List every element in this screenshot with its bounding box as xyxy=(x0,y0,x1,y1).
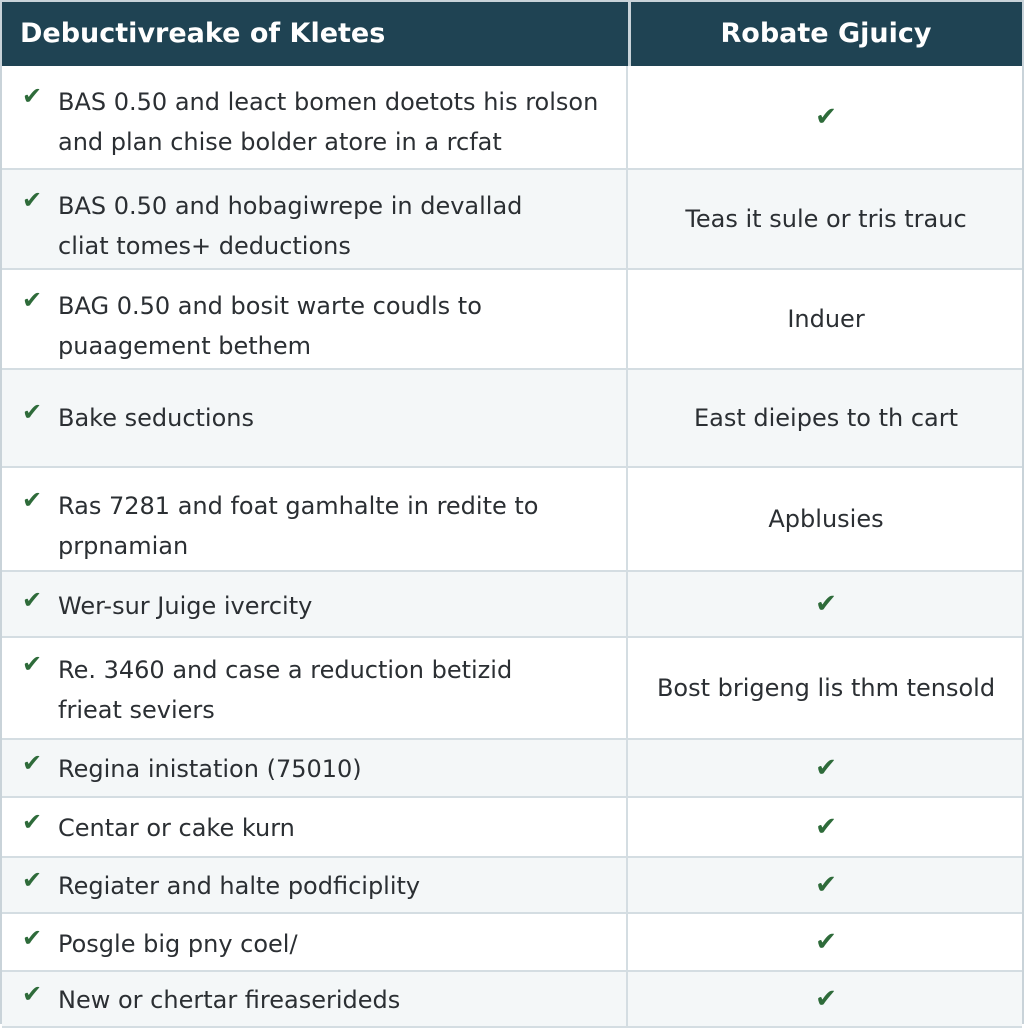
table-row xyxy=(2,370,1022,468)
table-row xyxy=(2,170,1022,270)
row-description xyxy=(58,650,610,730)
table-row xyxy=(2,468,1022,572)
table-row xyxy=(2,798,1022,858)
row-description-line: BAS 0.50 and hobagiwrepe in devallad xyxy=(58,192,523,220)
row-description-cell xyxy=(2,638,628,738)
row-value-cell xyxy=(630,914,1022,970)
row-value-cell xyxy=(630,798,1022,856)
row-description-line: prpnamian xyxy=(58,532,189,560)
checkmark-icon: ✔ xyxy=(815,870,837,900)
table-row xyxy=(2,972,1022,1028)
row-description xyxy=(58,398,610,438)
checkmark-icon: ✔ xyxy=(815,102,837,132)
header-left-title: Debuctivreake of Kletes xyxy=(20,18,386,49)
row-description-line: BAS 0.50 and leact bomen doetots his rolson xyxy=(58,88,599,116)
table-row xyxy=(2,740,1022,798)
table-body xyxy=(2,66,1022,1028)
row-description xyxy=(58,866,610,906)
row-description xyxy=(58,586,610,626)
row-description-line: Centar or cake kurn xyxy=(58,814,295,842)
table-row xyxy=(2,572,1022,638)
row-description-cell xyxy=(2,66,628,168)
row-value-cell xyxy=(630,858,1022,912)
checkmark-icon: ✔ xyxy=(22,398,43,426)
row-description-cell xyxy=(2,370,628,466)
row-description-line: Posgle big pny coel/ xyxy=(58,930,298,958)
row-description-line: Ras 7281 and foat gamhalte in redite to xyxy=(58,492,539,520)
checkmark-icon: ✔ xyxy=(815,589,837,619)
row-description xyxy=(58,186,610,266)
header-right-title: Robate Gjuicy xyxy=(720,18,932,49)
row-value-cell xyxy=(630,270,1022,368)
checkmark-icon: ✔ xyxy=(815,984,837,1014)
row-description xyxy=(58,980,610,1020)
checkmark-icon: ✔ xyxy=(22,586,43,614)
table-row xyxy=(2,914,1022,972)
row-description-cell xyxy=(2,914,628,970)
row-description xyxy=(58,82,610,162)
row-description xyxy=(58,486,610,566)
row-value-cell xyxy=(630,66,1022,168)
row-value-cell xyxy=(630,638,1022,738)
checkmark-icon: ✔ xyxy=(815,812,837,842)
row-description-line: frieat seviers xyxy=(58,696,215,724)
checkmark-icon: ✔ xyxy=(22,808,43,836)
row-description-line: puaagement bethem xyxy=(58,332,312,360)
row-description-line: and plan chise bolder atore in a rcfat xyxy=(58,128,502,156)
checkmark-icon: ✔ xyxy=(22,866,43,894)
table-row xyxy=(2,66,1022,170)
row-description-line: Re. 3460 and case a reduction betizid xyxy=(58,656,513,684)
row-description-line: Bake seductions xyxy=(58,404,254,432)
checkmark-icon: ✔ xyxy=(22,749,43,777)
checkmark-icon: ✔ xyxy=(22,650,43,678)
row-description-cell xyxy=(2,170,628,268)
row-description-cell xyxy=(2,972,628,1026)
table-row xyxy=(2,638,1022,740)
row-value: Teas it sule or tris trauc xyxy=(685,205,967,233)
row-value-cell xyxy=(630,740,1022,796)
checkmark-icon: ✔ xyxy=(22,924,43,952)
row-description-cell xyxy=(2,270,628,368)
row-description xyxy=(58,924,610,964)
checkmark-icon: ✔ xyxy=(815,753,837,783)
checkmark-icon: ✔ xyxy=(22,286,43,314)
row-value: Apblusies xyxy=(768,505,884,533)
row-description xyxy=(58,808,610,848)
row-value-cell xyxy=(630,370,1022,466)
table-row xyxy=(2,270,1022,370)
row-description-line: BAG 0.50 and bosit warte coudls to xyxy=(58,292,482,320)
table-header xyxy=(2,2,1022,66)
row-value: Induer xyxy=(787,305,865,333)
row-description-cell xyxy=(2,572,628,636)
checkmark-icon: ✔ xyxy=(815,927,837,957)
table-row xyxy=(2,858,1022,914)
checkmark-icon: ✔ xyxy=(22,186,43,214)
row-description-cell xyxy=(2,740,628,796)
row-description xyxy=(58,749,610,789)
row-value: East dieipes to th cart xyxy=(693,404,959,432)
row-description-cell xyxy=(2,858,628,912)
row-description xyxy=(58,286,610,366)
row-description-line: Regina inistation (75010) xyxy=(58,755,362,783)
checkmark-icon: ✔ xyxy=(22,486,43,514)
row-description-cell xyxy=(2,798,628,856)
row-value-cell xyxy=(630,572,1022,636)
row-value-cell xyxy=(630,972,1022,1026)
checkmark-icon: ✔ xyxy=(22,82,43,110)
row-description-line: cliat tomes+ deductions xyxy=(58,232,351,260)
checkmark-icon: ✔ xyxy=(22,980,43,1008)
row-description-line: New or chertar fireaserideds xyxy=(58,986,401,1014)
row-description-line: Regiater and halte podficiplity xyxy=(58,872,421,900)
row-description-cell xyxy=(2,468,628,570)
row-value-cell xyxy=(630,468,1022,570)
row-value: Bost brigeng lis thm tensold xyxy=(656,674,996,702)
row-description-line: Wer-sur Juige ivercity xyxy=(58,592,313,620)
row-value-cell xyxy=(630,170,1022,268)
